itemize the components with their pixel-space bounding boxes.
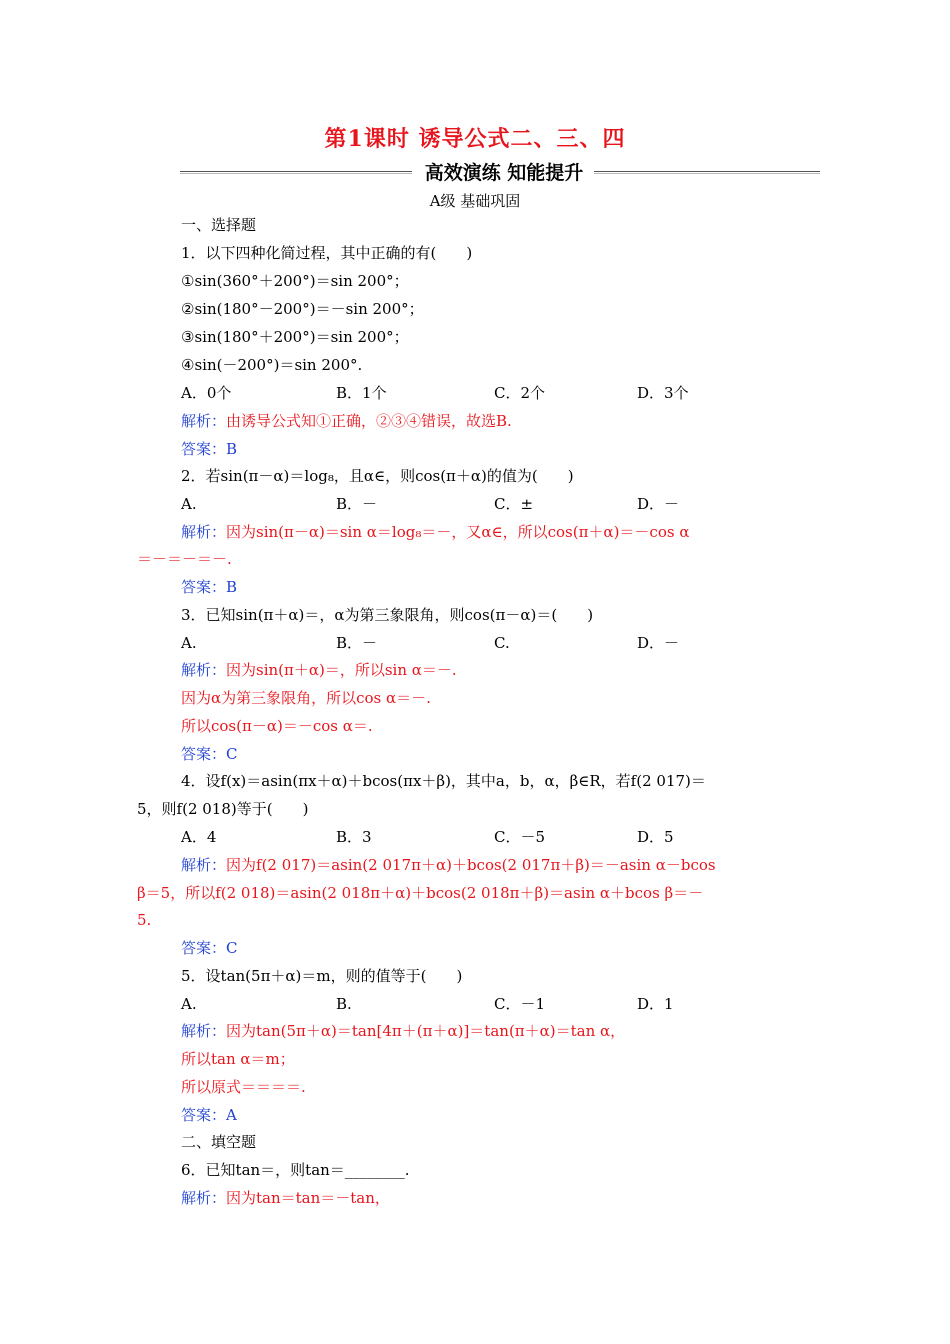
analysis-text: 由诱导公式知①正确，②③④错误，故选B. [226,412,512,430]
question-5-option-a: A. [181,995,197,1013]
question-6-stem: 6．已知tan＝，则tan＝________. [181,1161,410,1179]
question-1-answer: 答案：B [181,440,238,458]
question-2-option-c: C．± [494,495,534,513]
question-3-option-a: A. [181,634,197,652]
banner-text: 高效演练 知能提升 [424,162,584,184]
question-6-analysis [181,1188,390,1208]
question-4-stem: 4．设f(x)＝asin(πx＋α)＋bcos(πx＋β)，其中a，b，α，β∈R，若f(2 017)＝ [181,772,706,790]
question-4-stem-cont: 5，则f(2 018)等于( ) [137,800,309,818]
question-3-analysis-cont: 所以cos(π－α)＝－cos α＝. [181,717,373,735]
question-2-analysis-cont: ＝－＝－＝－. [137,550,232,568]
question-5-analysis [181,1021,625,1041]
question-4-analysis [181,855,716,875]
question-1-item: ①sin(360°＋200°)＝sin 200°； [181,272,409,290]
question-3-stem: 3．已知sin(π＋α)＝，α为第三象限角，则cos(π－α)＝( ) [181,606,594,624]
question-4-option-d: D．5 [637,828,674,846]
section-heading-choice: 一、选择题 [181,216,257,234]
question-3-answer: 答案：C [181,745,238,763]
question-5-option-d: D．1 [637,995,674,1013]
question-5-option-c: C．－1 [494,995,546,1013]
question-4-analysis-cont: β＝5，所以f(2 018)＝asin(2 018π＋α)＋bcos(2 018π＋β)＝asin α＋bcos β＝－ [137,884,704,902]
banner-rule-right [594,171,820,172]
question-1-analysis [181,411,512,431]
question-5-analysis-cont: 所以tan α＝m； [181,1050,295,1068]
question-2-option-a: A. [181,495,197,513]
question-4-option-a: A．4 [181,828,217,846]
analysis-label: 解析： [181,856,227,874]
question-4-answer: 答案：C [181,939,238,957]
question-2-stem: 2．若sin(π－α)＝log₈，且α∈，则cos(π＋α)的值为( ) [181,467,574,485]
question-2-answer: 答案：B [181,578,238,596]
banner-rule-left [180,171,412,172]
question-5-option-b: B. [336,995,352,1013]
analysis-label: 解析： [181,661,227,679]
question-1-item: ③sin(180°＋200°)＝sin 200°； [181,328,409,346]
question-2-option-b: B．－ [336,495,378,513]
analysis-text: 因为f(2 017)＝asin(2 017π＋α)＋bcos(2 017π＋β)＝－asin α－bcos [226,856,716,874]
analysis-label: 解析： [181,1189,227,1207]
analysis-text: 因为sin(π－α)＝sin α＝log₈＝－，又α∈，所以cos(π＋α)＝－cos α [226,523,690,541]
section-banner [180,158,820,184]
question-4-option-c: C．－5 [494,828,546,846]
question-1-option-a: A．0个 [181,384,232,402]
question-1-option-b: B．1个 [336,384,387,402]
question-3-option-d: D．－ [637,634,680,652]
question-1-item: ④sin(－200°)＝sin 200°. [181,356,363,374]
question-5-answer: 答案：A [181,1106,237,1124]
analysis-label: 解析： [181,1022,227,1040]
question-3-analysis-cont: 因为α为第三象限角，所以cos α＝－. [181,689,431,707]
question-1-stem: 1．以下四种化简过程，其中正确的有( ) [181,244,473,262]
question-3-option-b: B．－ [336,634,378,652]
question-5-stem: 5．设tan(5π＋α)＝m，则的值等于( ) [181,967,463,985]
question-1-item: ②sin(180°－200°)＝－sin 200°； [181,300,424,318]
section-heading-fill: 二、填空题 [181,1133,257,1151]
level-heading: A级 基础巩固 [429,192,521,210]
question-5-analysis-cont: 所以原式＝＝＝＝. [181,1078,306,1096]
analysis-text: 因为tan(5π＋α)＝tan[4π＋(π＋α)]＝tan(π＋α)＝tan α， [226,1022,626,1040]
analysis-label: 解析： [181,523,227,541]
question-2-analysis [181,522,689,542]
question-3-analysis [181,660,457,680]
question-1-option-d: D．3个 [637,384,689,402]
analysis-label: 解析： [181,412,227,430]
question-3-option-c: C. [494,634,510,652]
lesson-title: 第1课时 诱导公式二、三、四 [324,126,626,152]
question-4-analysis-cont: 5. [137,911,152,929]
analysis-text: 因为tan＝tan＝－tan， [226,1189,390,1207]
question-2-option-d: D．－ [637,495,680,513]
analysis-text: 因为sin(π＋α)＝，所以sin α＝－. [226,661,457,679]
question-4-option-b: B．3 [336,828,372,846]
question-1-option-c: C．2个 [494,384,546,402]
